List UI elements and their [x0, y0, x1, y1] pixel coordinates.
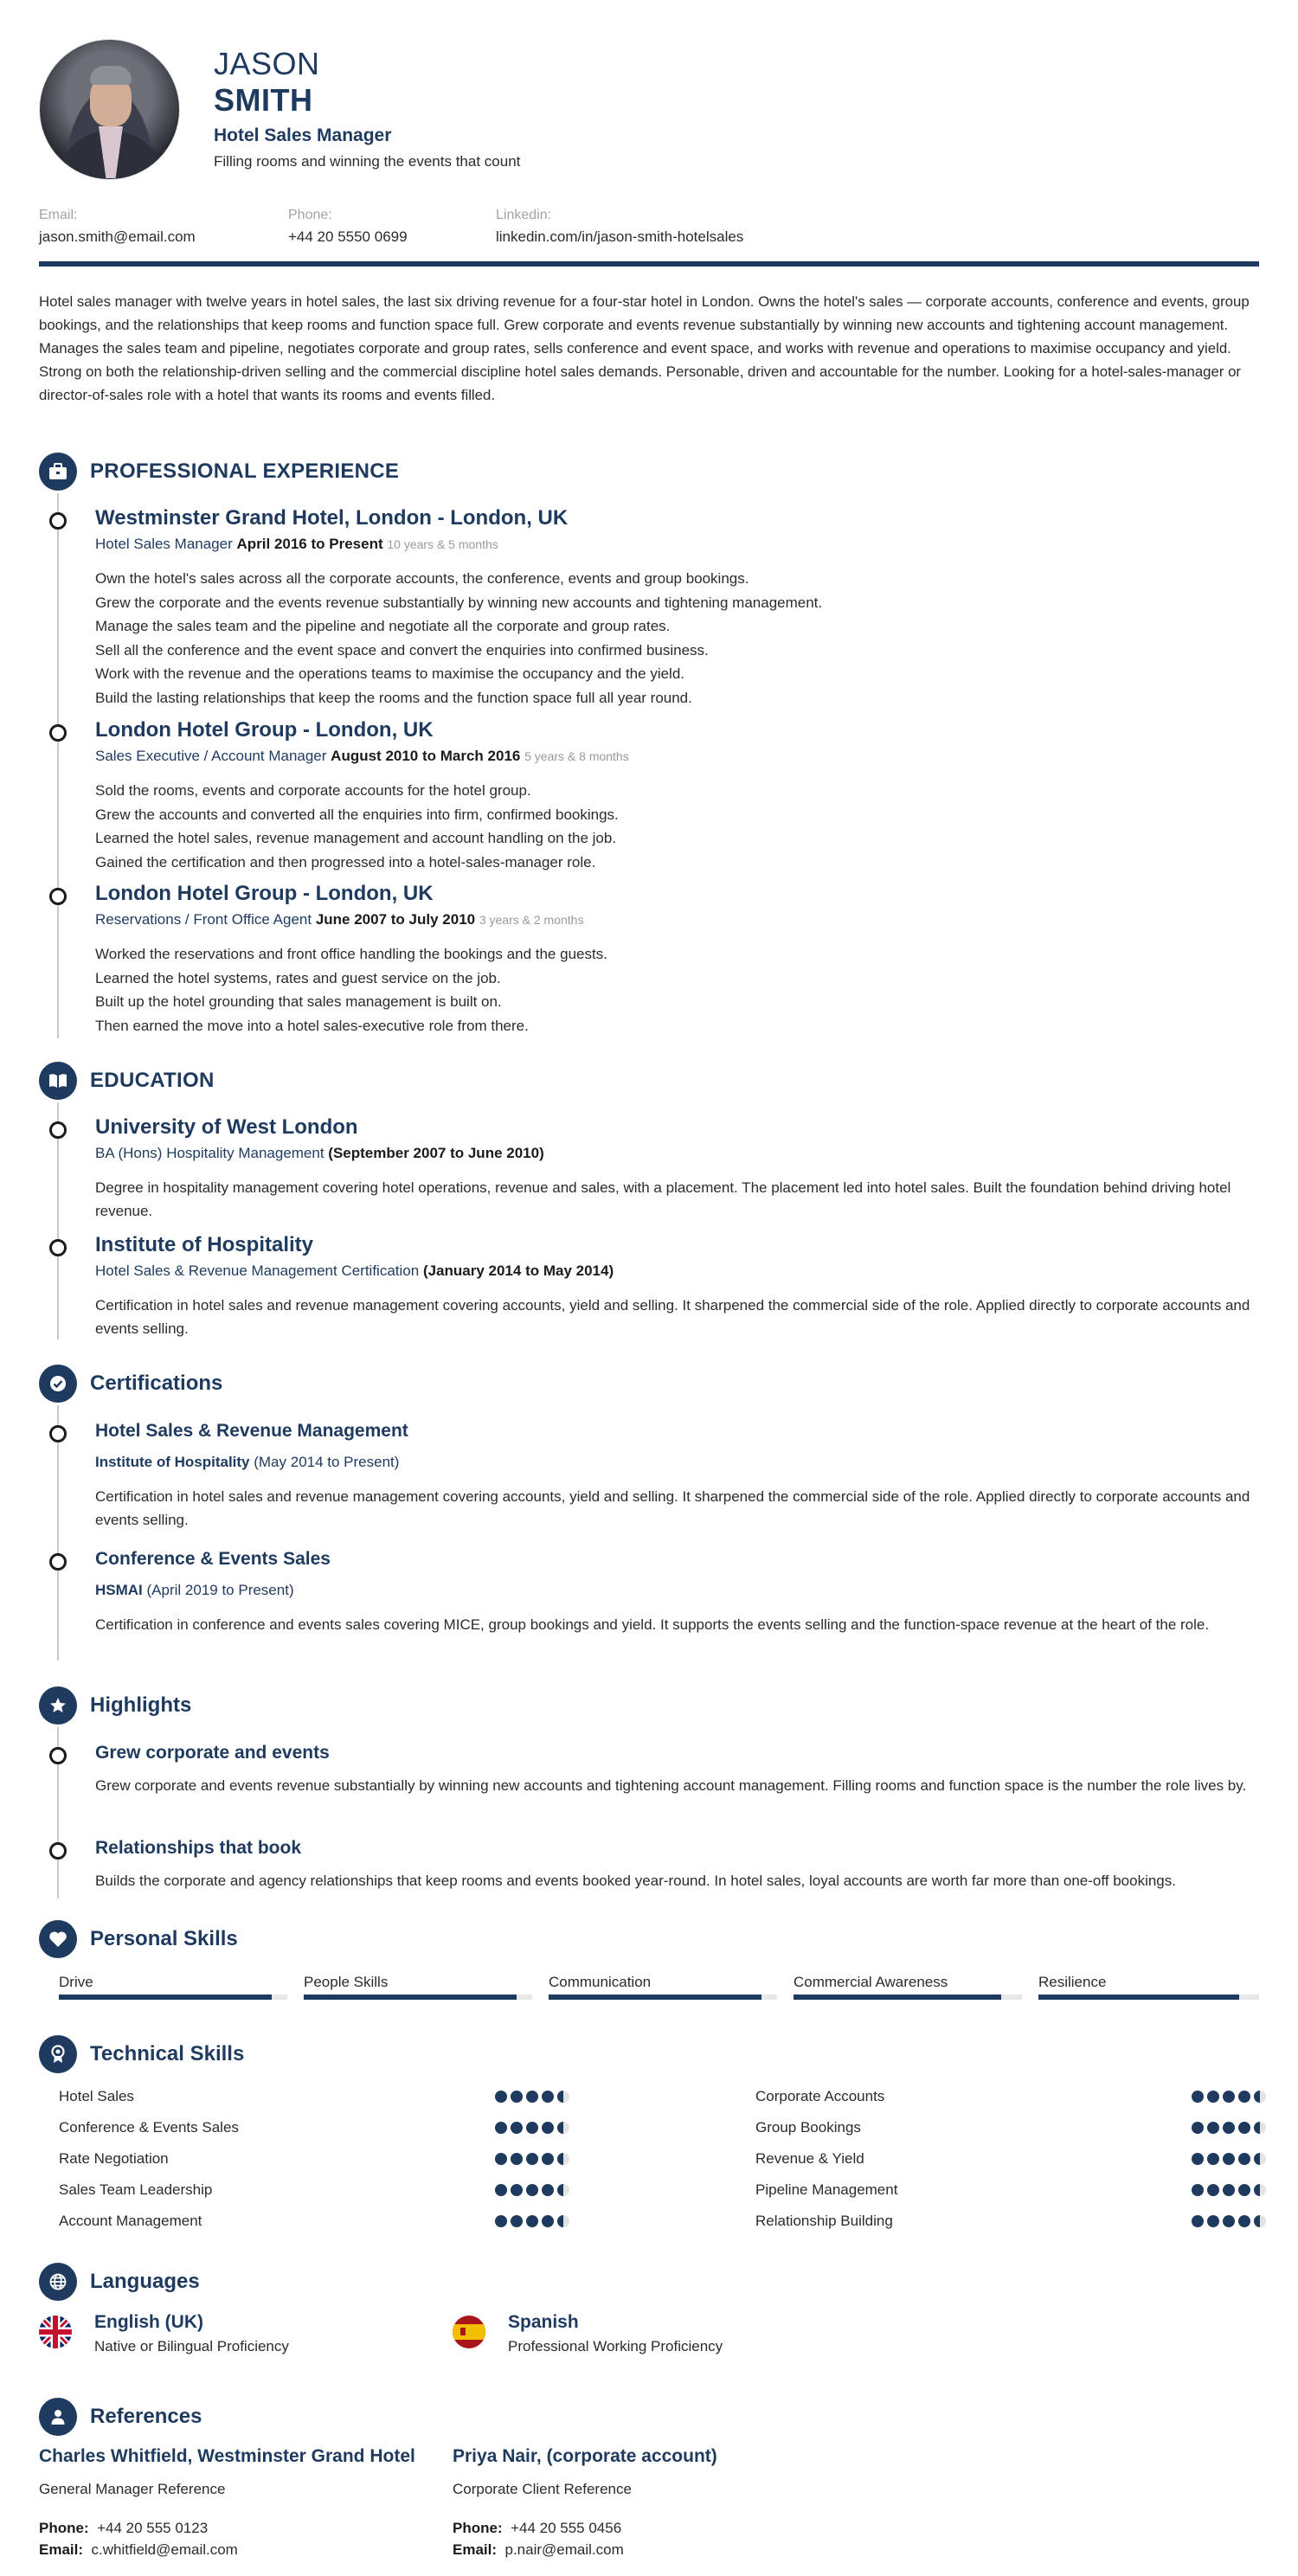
personal-skill	[1038, 1974, 1259, 2000]
section-personal-skills	[39, 1920, 238, 1958]
language-item	[453, 2312, 723, 2355]
first-name: JASON	[214, 46, 320, 81]
book-icon	[39, 1062, 77, 1100]
skill-rating	[495, 2153, 569, 2165]
section-title: Languages	[90, 2270, 200, 2293]
highlight-title: Grew corporate and events	[95, 1743, 330, 1763]
technical-skill	[755, 2084, 1266, 2110]
skill-name: Drive	[59, 1974, 93, 1990]
description: Certification in hotel sales and revenue management covering accounts, yield and selling. It sharpened the commercial side of the role. Applied directly to corporate accounts and events selling.	[95, 1488, 1250, 1528]
duty-line: Grew the corporate and the events revenue substantially by winning new accounts and tightening management.	[95, 594, 823, 611]
timeline-dot	[49, 724, 67, 742]
section-title: EDUCATION	[90, 1069, 215, 1092]
rating-dot	[1254, 2153, 1266, 2165]
employer: Westminster Grand Hotel, London - London, UK	[95, 506, 569, 530]
rating-dot	[526, 2153, 538, 2165]
rating-dot	[1192, 2184, 1204, 2196]
technical-skill	[755, 2208, 1266, 2234]
timeline-line	[57, 1405, 59, 1661]
skill-name: Account Management	[59, 2213, 202, 2229]
uk-flag-icon	[39, 2316, 72, 2348]
skill-rating	[495, 2091, 569, 2103]
rating-dot	[1192, 2153, 1204, 2165]
dates: (May 2014 to Present)	[254, 1454, 400, 1470]
reference-contact	[39, 2517, 415, 2560]
skill-name: Conference & Events Sales	[59, 2119, 239, 2136]
skill-bar	[304, 1995, 532, 2000]
heart-icon	[39, 1920, 77, 1958]
personal-skill	[794, 1974, 1022, 2000]
reference-contact	[453, 2517, 717, 2560]
section-experience	[39, 453, 399, 491]
skill-bar-fill	[549, 1995, 761, 2000]
section-education	[39, 1062, 215, 1100]
position-line	[95, 748, 1259, 765]
award-icon	[39, 2035, 77, 2073]
section-title: Technical Skills	[90, 2042, 245, 2065]
rating-dot	[526, 2184, 538, 2196]
rating-dot	[1192, 2091, 1204, 2103]
linkedin-label: Linkedin:	[496, 208, 552, 222]
duration: 5 years & 8 months	[524, 749, 629, 763]
contact-linkedin	[496, 208, 743, 246]
technical-skill	[59, 2208, 569, 2234]
description: Certification in conference and events sales covering MICE, group bookings and yield. It supports the events selling and the function-space revenue at the heart of the role.	[95, 1616, 1210, 1633]
rating-dot	[1207, 2153, 1219, 2165]
personal-skill	[549, 1974, 777, 2000]
skill-bar-fill	[1038, 1995, 1239, 2000]
skill-bar	[1038, 1995, 1259, 2000]
experience-entry	[95, 718, 1259, 874]
timeline-dot	[49, 512, 67, 530]
duty-line: Work with the revenue and the operations teams to maximise the occupancy and the yield.	[95, 665, 685, 682]
skill-rating	[495, 2215, 569, 2227]
contact-phone	[288, 208, 408, 246]
skill-name: Commercial Awareness	[794, 1974, 948, 1990]
technical-skill	[59, 2177, 569, 2203]
certification-name: Hotel Sales & Revenue Management	[95, 1421, 408, 1441]
degree-line	[95, 1145, 1259, 1162]
timeline-dot	[49, 1121, 67, 1139]
reference-role: General Manager Reference	[39, 2481, 226, 2497]
skill-name: Communication	[549, 1974, 652, 1990]
rating-dot	[557, 2184, 569, 2196]
skill-rating	[1192, 2122, 1266, 2134]
employer: London Hotel Group - London, UK	[95, 718, 434, 742]
education-entry	[95, 1115, 1259, 1223]
skill-name: Group Bookings	[755, 2119, 861, 2136]
rating-dot	[1192, 2215, 1204, 2227]
skill-rating	[1192, 2091, 1266, 2103]
star-badge-icon	[39, 1686, 77, 1725]
reference-email[interactable]: c.whitfield@email.com	[91, 2541, 238, 2558]
personal-skill	[304, 1974, 532, 2000]
skill-name: Hotel Sales	[59, 2088, 134, 2104]
description: Certification in hotel sales and revenue management covering accounts, yield and selling. It sharpened the commercial side of the role. Applied directly to corporate accounts and events selling.	[95, 1297, 1250, 1337]
duties	[95, 779, 1259, 874]
skill-bar-fill	[794, 1995, 1001, 2000]
skill-rating	[1192, 2153, 1266, 2165]
section-title: PROFESSIONAL EXPERIENCE	[90, 459, 400, 483]
skill-rating	[1192, 2184, 1266, 2196]
reference-item	[453, 2446, 717, 2560]
rating-dot	[1207, 2184, 1219, 2196]
reference-name: Charles Whitfield, Westminster Grand Hotel	[39, 2446, 415, 2466]
issuer: Institute of Hospitality	[95, 1454, 250, 1470]
skill-name: Resilience	[1038, 1974, 1107, 1990]
position: Reservations / Front Office Agent	[95, 911, 312, 928]
rating-dot	[511, 2184, 523, 2196]
skill-bar	[794, 1995, 1022, 2000]
duty-line: Built up the hotel grounding that sales management is built on.	[95, 993, 502, 1010]
skill-name: Pipeline Management	[755, 2181, 898, 2198]
rating-dot	[542, 2122, 554, 2134]
header-divider	[39, 261, 1259, 267]
language-level: Native or Bilingual Proficiency	[94, 2338, 289, 2354]
contact-email	[39, 208, 196, 246]
rating-dot	[1254, 2215, 1266, 2227]
duty-line: Then earned the move into a hotel sales-executive role from there.	[95, 1017, 529, 1034]
language-name: English (UK)	[94, 2312, 203, 2332]
section-certifications	[39, 1365, 222, 1403]
duty-line: Manage the sales team and the pipeline and negotiate all the corporate and group rates.	[95, 618, 671, 634]
technical-skill	[755, 2115, 1266, 2141]
skill-bar	[59, 1995, 287, 2000]
badge-check-icon	[39, 1365, 77, 1403]
skill-rating	[495, 2184, 569, 2196]
position: Hotel Sales Manager	[95, 536, 233, 552]
timeline-dot	[49, 1239, 67, 1256]
highlight-title: Relationships that book	[95, 1838, 302, 1858]
last-name: SMITH	[214, 82, 313, 118]
duty-line: Worked the reservations and front office handling the bookings and the guests.	[95, 946, 607, 962]
rating-dot	[542, 2184, 554, 2196]
rating-dot	[542, 2215, 554, 2227]
rating-dot	[1238, 2153, 1250, 2165]
rating-dot	[1238, 2122, 1250, 2134]
professional-summary: Hotel sales manager with twelve years in hotel sales, the last six driving revenue for a four-star hotel in London. Owns the hotel's sales — corporate accounts, conference and events, group bookings, and the relationships that keep rooms and function space full. Grew corporate and events revenue substantially by winning new accounts and tightening account management. Manages the sales team and pipeline, negotiates corporate and group rates, sells conference and event space, and works with revenue and operations to maximise occupancy and yield. Strong on both the relationship-driven selling and the commercial discipline hotel sales demands. Personable, driven and accountable for the number. Looking for a hotel-sales-manager or director-of-sales role with a hotel that wants its rooms and events filled.	[39, 293, 1250, 403]
rating-dot	[1238, 2091, 1250, 2103]
rating-dot	[1223, 2215, 1235, 2227]
skill-bar-fill	[59, 1995, 272, 2000]
rating-dot	[495, 2184, 507, 2196]
technical-skill	[59, 2146, 569, 2172]
tagline: Filling rooms and winning the events that count	[214, 153, 521, 170]
reference-name: Priya Nair, (corporate account)	[453, 2446, 717, 2466]
rating-dot	[511, 2153, 523, 2165]
timeline-dot	[49, 1553, 67, 1571]
rating-dot	[495, 2122, 507, 2134]
section-title: Personal Skills	[90, 1927, 238, 1950]
skill-name: Sales Team Leadership	[59, 2181, 213, 2198]
education-entry	[95, 1233, 1259, 1340]
rating-dot	[1207, 2122, 1219, 2134]
language-item	[39, 2312, 289, 2355]
section-languages	[39, 2263, 200, 2301]
position-line	[95, 911, 1259, 928]
rating-dot	[557, 2215, 569, 2227]
skill-rating	[495, 2122, 569, 2134]
duty-line: Sell all the conference and the event space and convert the enquiries into confirmed business.	[95, 641, 709, 658]
email-label: Email:	[453, 2541, 498, 2558]
duty-line: Grew the accounts and converted all the enquiries into firm, confirmed bookings.	[95, 806, 619, 823]
reference-email[interactable]: p.nair@email.com	[504, 2541, 624, 2558]
timeline-dot	[49, 1425, 67, 1442]
degree: Hotel Sales & Revenue Management Certification	[95, 1262, 420, 1279]
highlight-description: Builds the corporate and agency relationships that keep rooms and events booked year-round. In hotel sales, loyal accounts are worth far more than one-off bookings.	[95, 1873, 1176, 1889]
duration: 10 years & 5 months	[387, 537, 498, 551]
person-icon	[39, 2398, 77, 2436]
section-title: Certifications	[90, 1372, 223, 1395]
linkedin-value[interactable]: linkedin.com/in/jason-smith-hotelsales	[496, 228, 744, 245]
certification-name: Conference & Events Sales	[95, 1549, 331, 1569]
timeline-line	[57, 493, 59, 1038]
phone-label: Phone:	[39, 2520, 89, 2536]
language-name: Spanish	[508, 2312, 579, 2332]
duties	[95, 567, 1259, 710]
phone-label: Phone:	[288, 208, 332, 222]
skill-name: Rate Negotiation	[59, 2150, 169, 2167]
duty-line: Sold the rooms, events and corporate accounts for the hotel group.	[95, 782, 531, 799]
dates: April 2016 to Present	[236, 536, 383, 552]
dates: August 2010 to March 2016	[331, 748, 521, 764]
rating-dot	[511, 2215, 523, 2227]
highlight-entry	[95, 1838, 1259, 1892]
phone-label: Phone:	[453, 2520, 503, 2536]
technical-skill	[59, 2115, 569, 2141]
section-technical-skills	[39, 2035, 244, 2073]
globe-icon	[39, 2263, 77, 2301]
rating-dot	[1192, 2122, 1204, 2134]
rating-dot	[1223, 2153, 1235, 2165]
email-value[interactable]: jason.smith@email.com	[39, 228, 196, 245]
certification-entry	[95, 1549, 1259, 1636]
certification-issuer-line	[95, 1454, 1259, 1471]
skill-name: Revenue & Yield	[755, 2150, 864, 2167]
experience-entry	[95, 506, 1259, 710]
duration: 3 years & 2 months	[479, 913, 584, 927]
employer: London Hotel Group - London, UK	[95, 882, 434, 905]
highlight-entry	[95, 1743, 1259, 1797]
reference-role: Corporate Client Reference	[453, 2481, 632, 2497]
school: University of West London	[95, 1115, 358, 1139]
reference-phone[interactable]: +44 20 555 0456	[511, 2520, 622, 2536]
duty-line: Learned the hotel sales, revenue management and account handling on the job.	[95, 830, 617, 846]
technical-skill	[755, 2177, 1266, 2203]
rating-dot	[1223, 2184, 1235, 2196]
skill-name: People Skills	[304, 1974, 389, 1990]
degree: BA (Hons) Hospitality Management	[95, 1145, 324, 1161]
rating-dot	[1207, 2091, 1219, 2103]
skill-name: Relationship Building	[755, 2213, 893, 2229]
dates: (April 2019 to Present)	[146, 1582, 294, 1598]
reference-phone[interactable]: +44 20 555 0123	[97, 2520, 209, 2536]
rating-dot	[1223, 2091, 1235, 2103]
position: Sales Executive / Account Manager	[95, 748, 327, 764]
timeline-dot	[49, 1747, 67, 1764]
rating-dot	[1254, 2184, 1266, 2196]
rating-dot	[526, 2122, 538, 2134]
skill-bar-fill	[304, 1995, 517, 2000]
profile-photo	[39, 39, 180, 180]
job-title: Hotel Sales Manager	[214, 125, 392, 145]
skill-bar	[549, 1995, 777, 2000]
personal-skill	[59, 1974, 287, 2000]
email-label: Email:	[39, 208, 78, 222]
experience-entry	[95, 882, 1259, 1037]
rating-dot	[1238, 2184, 1250, 2196]
rating-dot	[526, 2091, 538, 2103]
rating-dot	[542, 2153, 554, 2165]
language-level: Professional Working Proficiency	[508, 2338, 723, 2354]
certification-entry	[95, 1421, 1259, 1532]
spain-flag-icon	[453, 2316, 485, 2348]
briefcase-icon	[39, 453, 77, 491]
rating-dot	[557, 2091, 569, 2103]
technical-skill	[59, 2084, 569, 2110]
rating-dot	[495, 2153, 507, 2165]
rating-dot	[526, 2215, 538, 2227]
highlight-description: Grew corporate and events revenue substantially by winning new accounts and tightening account management. Filling rooms and function space is the number the role lives by.	[95, 1777, 1247, 1794]
rating-dot	[557, 2153, 569, 2165]
certification-issuer-line	[95, 1582, 1259, 1599]
phone-value[interactable]: +44 20 5550 0699	[288, 228, 408, 245]
rating-dot	[1223, 2122, 1235, 2134]
rating-dot	[542, 2091, 554, 2103]
reference-item	[39, 2446, 415, 2560]
degree-line	[95, 1262, 1259, 1280]
section-references	[39, 2398, 202, 2436]
section-title: References	[90, 2405, 202, 2428]
email-label: Email:	[39, 2541, 84, 2558]
school: Institute of Hospitality	[95, 1233, 313, 1256]
description: Degree in hospitality management covering hotel operations, revenue and sales, with a placement. The placement led into hotel sales. Built the foundation behind driving hotel revenue.	[95, 1179, 1231, 1219]
position-line	[95, 536, 1259, 553]
issuer: HSMAI	[95, 1582, 143, 1598]
duties	[95, 942, 1259, 1037]
rating-dot	[1207, 2215, 1219, 2227]
rating-dot	[495, 2091, 507, 2103]
rating-dot	[495, 2215, 507, 2227]
dates: June 2007 to July 2010	[315, 911, 476, 928]
rating-dot	[511, 2091, 523, 2103]
dates: (January 2014 to May 2014)	[422, 1262, 614, 1279]
technical-skill	[755, 2146, 1266, 2172]
skill-name: Corporate Accounts	[755, 2088, 885, 2104]
timeline-dot	[49, 1842, 67, 1860]
duty-line: Gained the certification and then progressed into a hotel-sales-manager role.	[95, 853, 596, 870]
rating-dot	[1238, 2215, 1250, 2227]
section-title: Highlights	[90, 1693, 192, 1717]
rating-dot	[1254, 2091, 1266, 2103]
resume-header	[39, 39, 1259, 186]
rating-dot	[1254, 2122, 1266, 2134]
duty-line: Own the hotel's sales across all the corporate accounts, the conference, events and group bookings.	[95, 570, 749, 587]
skill-rating	[1192, 2215, 1266, 2227]
duty-line: Build the lasting relationships that keep the rooms and the function space full all year round.	[95, 689, 692, 706]
duty-line: Learned the hotel systems, rates and guest service on the job.	[95, 969, 501, 986]
timeline-dot	[49, 888, 67, 905]
section-highlights	[39, 1686, 191, 1725]
dates: (September 2007 to June 2010)	[328, 1145, 544, 1161]
rating-dot	[511, 2122, 523, 2134]
rating-dot	[557, 2122, 569, 2134]
